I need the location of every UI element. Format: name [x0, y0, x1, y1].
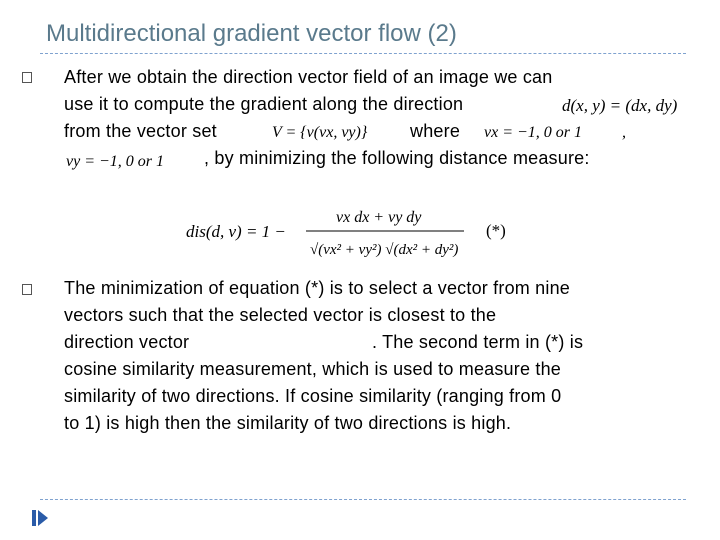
- slide-title: Multidirectional gradient vector flow (2): [46, 20, 457, 47]
- bullet-2-line-1: The minimization of equation (*) is to select a vector from nine: [64, 278, 571, 298]
- bullet-2-line-6: to 1) is high then the similarity of two directions is high.: [64, 413, 512, 433]
- bullet-2-line-3b: . The second term in (*) is: [372, 332, 584, 352]
- math-comma: ,: [622, 124, 626, 141]
- math-v-set: V = {v(vx, vy)}: [272, 124, 368, 141]
- bullet-1-line-1: After we obtain the direction vector field of an image we can: [64, 67, 553, 87]
- distance-equation: [186, 200, 516, 264]
- bullet-2-line-5: similarity of two directions. If cosine similarity (ranging from 0: [64, 386, 562, 406]
- equation-numerator: vx dx + vy dy: [336, 209, 422, 226]
- footer-divider: [40, 499, 686, 500]
- bullet-2-line-2: vectors such that the selected vector is closest to the: [64, 305, 497, 325]
- next-slide-icon[interactable]: [38, 510, 48, 526]
- equation-lhs: dis(d, v) = 1 −: [186, 222, 286, 241]
- title-divider: [40, 53, 686, 54]
- equation-graphic: [186, 200, 516, 264]
- math-vx-values: vx = −1, 0 or 1: [484, 124, 583, 141]
- bullet-1-line-4: , by minimizing the following distance measure:: [204, 148, 590, 168]
- equation-denominator: √(vx² + vy²) √(dx² + dy²): [310, 242, 459, 258]
- nav-bar[interactable]: [32, 510, 36, 526]
- equation-label: (*): [486, 221, 506, 240]
- bullet-2-line-4: cosine similarity measurement, which is used to measure the: [64, 359, 561, 379]
- bullet-2-line-3a: direction vector: [64, 332, 190, 352]
- bullet-1-line-2: use it to compute the gradient along the direction: [64, 94, 464, 114]
- math-vy-values: vy = −1, 0 or 1: [66, 153, 165, 170]
- math-d-definition: d(x, y) = (dx, dy): [562, 96, 678, 115]
- bullet-1-line-3a: from the vector set: [64, 121, 217, 141]
- bullet-1-marker: [22, 72, 32, 83]
- bullet-2-marker: [22, 284, 32, 295]
- bullet-1-line-3b: where: [410, 121, 461, 141]
